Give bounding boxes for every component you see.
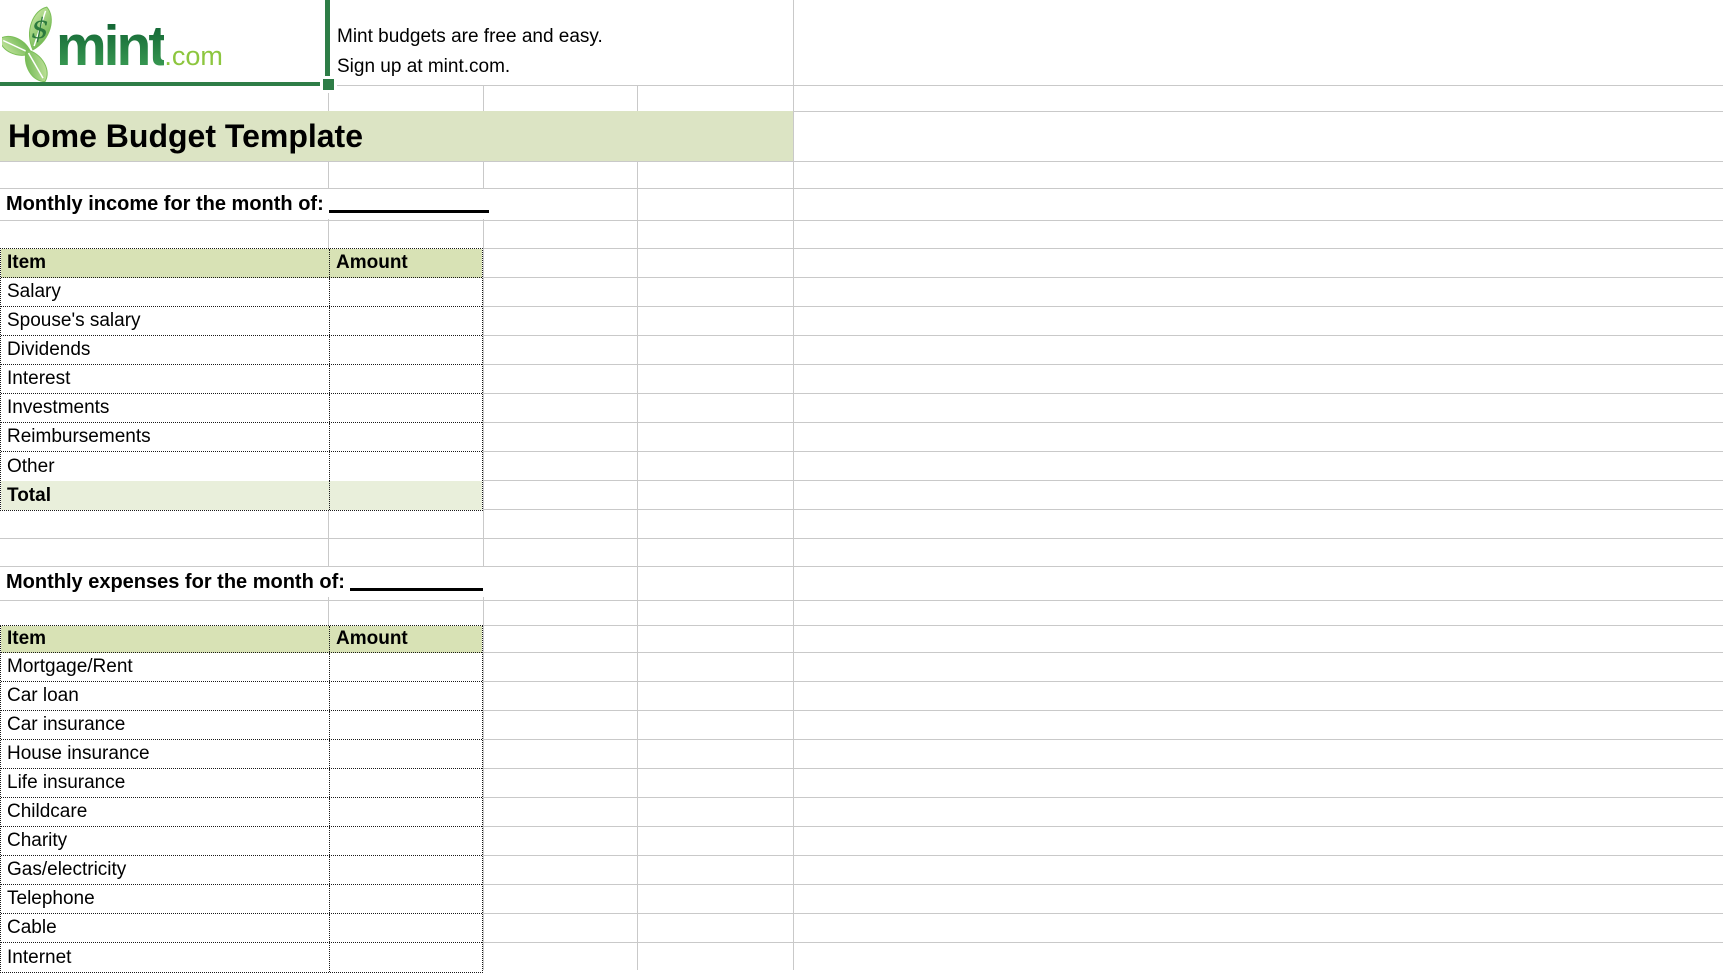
income-total-row [1,481,482,510]
amount-cell[interactable] [329,682,482,710]
amount-cell[interactable] [329,423,482,451]
expense-item-label: Mortgage/Rent [7,656,133,677]
amount-cell[interactable] [329,653,482,681]
income-row [1,452,482,481]
expense-row [1,914,482,943]
page-title-banner [0,111,793,161]
income-item-label: Dividends [7,339,91,360]
amount-cell[interactable] [329,278,482,306]
amount-cell[interactable] [329,798,482,826]
income-section-title: Monthly income for the month of: [0,189,530,219]
income-header-row [1,249,482,278]
expenses-header-row [1,626,482,653]
expense-item-label: Telephone [7,888,95,909]
expense-row [1,885,482,914]
expense-row [1,682,482,711]
expenses-table [0,625,483,973]
amount-cell[interactable] [329,856,482,884]
income-item-label: Other [7,455,55,477]
income-total-label: Total [7,484,51,506]
promo-line-2: Sign up at mint.com. [337,56,511,77]
selection-border-right [325,0,330,84]
gridline [637,85,638,970]
dollar-glyph: $ [31,12,49,45]
income-table [0,248,483,511]
income-row [1,307,482,336]
expense-item-label: Cable [7,917,57,938]
month-blank-field[interactable] [350,574,483,591]
amount-cell[interactable] [329,394,482,422]
expense-item-label: Childcare [7,801,88,822]
expense-item-label: Car loan [7,685,79,706]
income-row [1,336,482,365]
mint-logo-cell[interactable] [0,0,340,100]
amount-cell[interactable] [329,740,482,768]
income-item-label: Reimbursements [7,426,151,447]
expense-item-label: Car insurance [7,714,126,735]
mint-wordmark: mint.com [56,14,223,78]
income-header-item: Item [7,252,47,273]
expense-item-label: House insurance [7,743,150,764]
expense-item-label: Life insurance [7,772,126,793]
promo-text [337,22,603,82]
amount-cell[interactable] [329,365,482,393]
expense-row [1,943,482,972]
expense-row [1,827,482,856]
expense-item-label: Gas/electricity [7,859,127,880]
expense-item-label: Internet [7,946,72,968]
gridline [0,600,1723,601]
income-row [1,365,482,394]
income-item-label: Salary [7,281,61,302]
month-blank-field[interactable] [329,196,489,213]
expenses-section-title: Monthly expenses for the month of: [0,567,530,597]
expense-row [1,856,482,885]
income-header-amount: Amount [329,249,482,277]
income-row [1,394,482,423]
page-title: Home Budget Template [8,117,363,154]
expense-row [1,740,482,769]
amount-cell[interactable] [329,452,482,481]
amount-cell[interactable] [329,769,482,797]
amount-cell[interactable] [329,914,482,942]
expenses-header-amount: Amount [329,626,482,652]
income-total-amount-cell[interactable] [329,481,482,510]
amount-cell[interactable] [329,827,482,855]
expense-row [1,798,482,827]
gridline [0,161,1723,162]
amount-cell[interactable] [329,336,482,364]
income-item-label: Interest [7,368,71,389]
amount-cell[interactable] [329,711,482,739]
gridline [0,538,1723,539]
income-item-label: Investments [7,397,110,418]
gridline [0,220,1723,221]
expense-row [1,711,482,740]
income-item-label: Spouse's salary [7,310,141,331]
amount-cell[interactable] [329,943,482,972]
income-row [1,423,482,452]
selection-border-bottom [0,82,326,86]
fill-handle[interactable] [323,79,334,90]
expenses-header-item: Item [7,628,47,649]
promo-line-1: Mint budgets are free and easy. [337,26,603,47]
amount-cell[interactable] [329,307,482,335]
amount-cell[interactable] [329,885,482,913]
gridline [793,0,794,970]
income-row [1,278,482,307]
expense-item-label: Charity [7,830,68,851]
expense-row [1,769,482,798]
expense-row [1,653,482,682]
